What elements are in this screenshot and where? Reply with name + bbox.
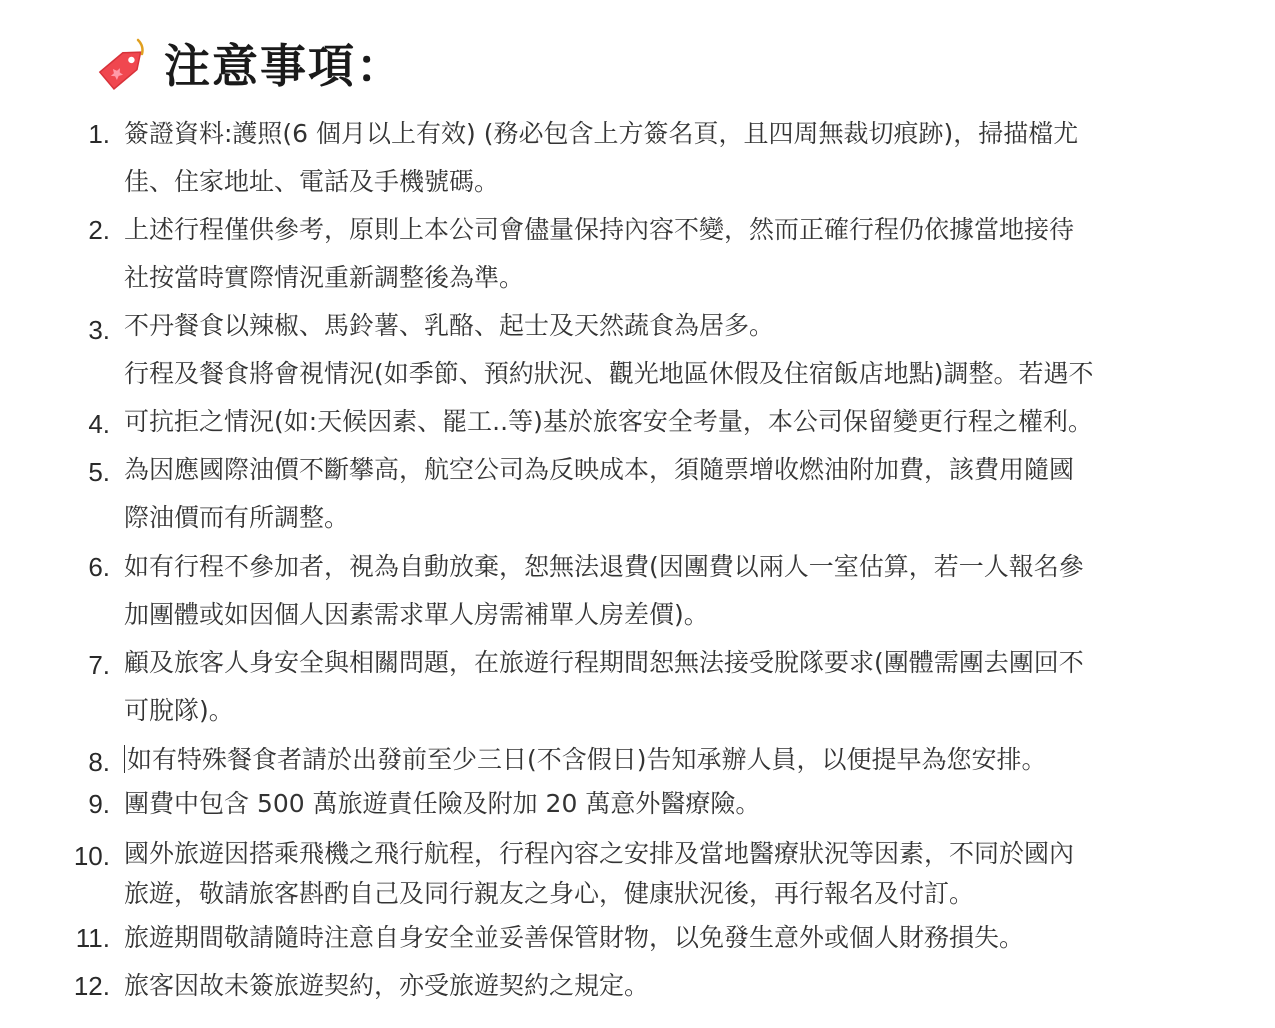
item-number: 9. — [88, 789, 110, 819]
item-text: 簽證資料:護照(6 個月以上有效) (務必包含上方簽名頁，且四周無裁切痕跡)，掃描檔尤 — [124, 119, 1079, 148]
page-title: 注意事項： — [164, 39, 404, 93]
item-text: 可抗拒之情況(如:天候因素、罷工..等)基於旅客安全考量，本公司保留變更行程之權利。 — [124, 407, 1093, 436]
item-number: 11. — [75, 923, 110, 953]
item-text: 旅遊期間敬請隨時注意自身安全並妥善保管財物，以免發生意外或個人財務損失。 — [124, 923, 1025, 952]
item-number: 2. — [88, 215, 110, 245]
item-text: 社按當時實際情況重新調整後為準。 — [124, 263, 525, 292]
item-text: 為因應國際油價不斷攀高，航空公司為反映成本，須隨票增收燃油附加費，該費用隨國 — [124, 455, 1075, 484]
item-text-content: 如有特殊餐食者請於出發前至少三日(不含假日)告知承辦人員，以便提早為您安排。 — [127, 745, 1047, 774]
item-text: 如有行程不參加者，視為自動放棄，恕無法退費(因團費以兩人一室估算，若一人報名參 — [124, 552, 1084, 581]
text-cursor — [124, 745, 125, 773]
item-text: 旅遊，敬請旅客斟酌自己及同行親友之身心，健康狀況後，再行報名及付訂。 — [124, 879, 975, 908]
item-number: 1. — [88, 119, 110, 149]
item-number: 10. — [73, 841, 110, 871]
item-text: 加團體或如因個人因素需求單人房需補單人房差價)。 — [124, 600, 709, 629]
item-text: 團費中包含 500 萬旅遊責任險及附加 20 萬意外醫療險。 — [124, 789, 761, 818]
item-text: 顧及旅客人身安全與相關問題，在旅遊行程期間恕無法接受脫隊要求(團體需團去團回不 — [124, 648, 1084, 677]
item-text: 國外旅遊因搭乘飛機之飛行航程，行程內容之安排及當地醫療狀況等因素，不同於國內 — [124, 839, 1075, 868]
item-text: 上述行程僅供參考，原則上本公司會儘量保持內容不變，然而正確行程仍依據當地接待 — [124, 215, 1075, 244]
item-text: 旅客因故未簽旅遊契約，亦受旅遊契約之規定。 — [124, 971, 650, 1000]
item-number: 3. — [88, 315, 110, 345]
item-text: 佳、住家地址、電話及手機號碼。 — [124, 167, 500, 196]
item-text: 行程及餐食將會視情況(如季節、預約狀況、觀光地區休假及住宿飯店地點)調整。若遇不 — [124, 359, 1094, 388]
price-tag-icon — [92, 36, 154, 98]
item-text — [124, 736, 1204, 784]
item-text: 不丹餐食以辣椒、馬鈴薯、乳酪、起士及天然蔬食為居多。 — [124, 311, 775, 340]
item-text: 際油價而有所調整。 — [124, 503, 350, 532]
item-number: 8. — [88, 747, 110, 777]
item-number: 5. — [88, 457, 110, 487]
item-text: 可脫隊)。 — [124, 696, 234, 725]
item-number: 6. — [88, 552, 110, 582]
item-number: 4. — [88, 409, 110, 439]
item-number: 7. — [88, 650, 110, 680]
item-number: 12. — [73, 971, 110, 1001]
